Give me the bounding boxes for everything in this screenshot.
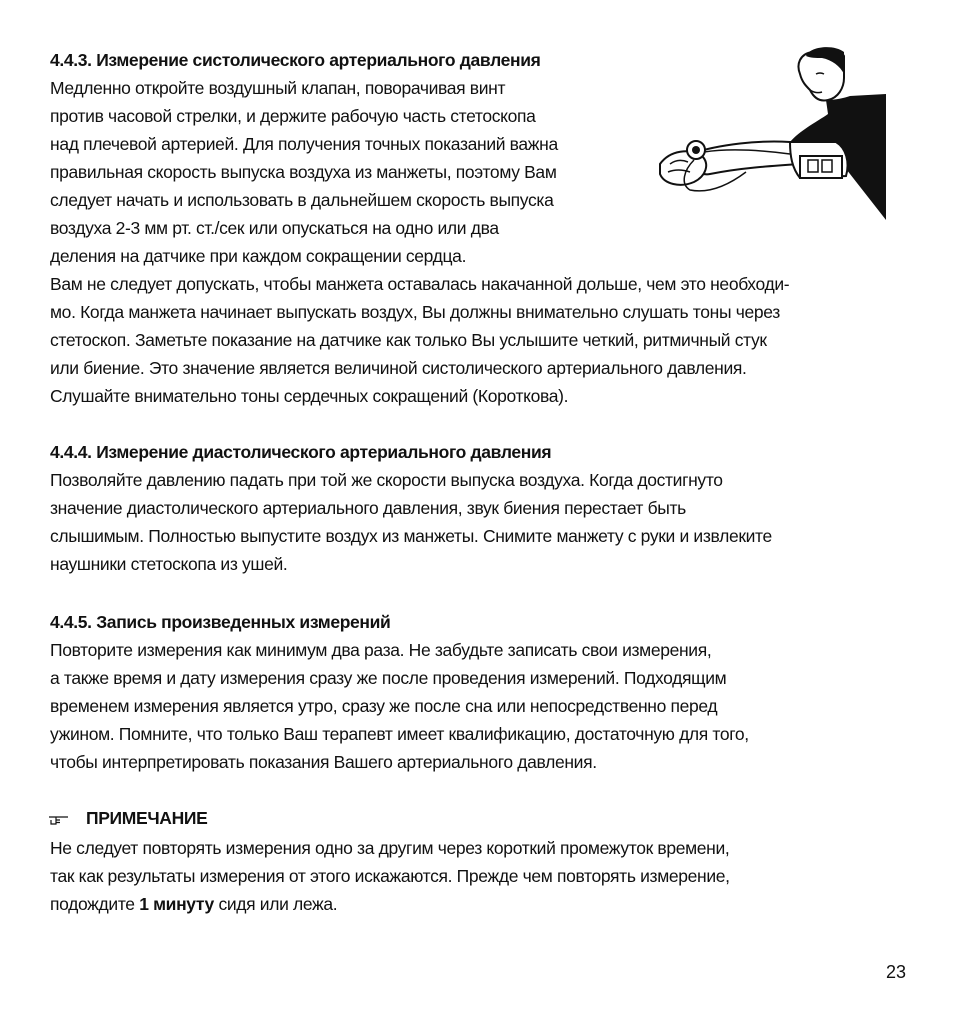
note-line: так как результаты измерения от этого искажаются. Прежде чем повторять измерение, [50, 866, 730, 886]
paragraph-line: над плечевой артерией. Для получения точных показаний важна [50, 134, 558, 154]
note-text: сидя или лежа. [213, 894, 338, 914]
paragraph-line: следует начать и использовать в дальнейшем скорость выпуска [50, 190, 554, 210]
paragraph-line: значение диастолического артериального давления, звук биения перестает быть [50, 498, 686, 518]
section-heading-recording: 4.4.5. Запись произведенных измерений [50, 612, 391, 632]
paragraph-line: чтобы интерпретировать показания Вашего артериального давления. [50, 752, 597, 772]
paragraph-line: или биение. Это значение является величиной систолического артериального давления. [50, 358, 747, 378]
paragraph-line: против часовой стрелки, и держите рабочую часть стетоскопа [50, 106, 536, 126]
paragraph-line: Повторите измерения как минимум два раза. Не забудьте записать свои измерения, [50, 640, 712, 660]
paragraph-line: Позволяйте давлению падать при той же скорости выпуска воздуха. Когда достигнуто [50, 470, 723, 490]
blood-pressure-illustration [650, 44, 890, 224]
paragraph-line: а также время и дату измерения сразу же после проведения измерений. Подходящим [50, 668, 727, 688]
paragraph-line: Вам не следует допускать, чтобы манжета оставалась накачанной дольше, чем это необходи- [50, 274, 790, 294]
wait-duration: 1 минуту [139, 894, 214, 914]
paragraph-line: Слушайте внимательно тоны сердечных сокращений (Короткова). [50, 386, 569, 406]
paragraph-line: временем измерения является утро, сразу же после сна или непосредственно перед [50, 696, 718, 716]
paragraph-line: стетоскоп. Заметьте показание на датчике как только Вы услышите четкий, ритмичный стук [50, 330, 767, 350]
page-number: 23 [885, 962, 906, 982]
section-heading-diastolic: 4.4.4. Измерение диастолического артериального давления [50, 442, 552, 462]
note-line-emphasis [50, 892, 337, 916]
paragraph-line: воздуха 2-3 мм рт. ст./сек или опускаться на одно или два [50, 218, 499, 238]
pointing-hand-icon [48, 812, 70, 826]
paragraph-line: слышимым. Полностью выпустите воздух из манжеты. Снимите манжету с руки и извлеките [50, 526, 772, 546]
paragraph-line: мо. Когда манжета начинает выпускать воздух, Вы должны внимательно слушать тоны через [50, 302, 780, 322]
paragraph-line: Медленно откройте воздушный клапан, поворачивая винт [50, 78, 506, 98]
note-title: ПРИМЕЧАНИЕ [86, 808, 208, 828]
paragraph-line: правильная скорость выпуска воздуха из манжеты, поэтому Вам [50, 162, 557, 182]
paragraph-line: ужином. Помните, что только Ваш терапевт имеет квалификацию, достаточную для того, [50, 724, 749, 744]
note-text: подождите [50, 894, 140, 914]
paragraph-line: наушники стетоскопа из ушей. [50, 554, 288, 574]
paragraph-line: деления на датчике при каждом сокращении сердца. [50, 246, 467, 266]
note-line: Не следует повторять измерения одно за другим через короткий промежуток времени, [50, 838, 730, 858]
section-heading-systolic: 4.4.3. Измерение систолического артериального давления [50, 50, 541, 70]
